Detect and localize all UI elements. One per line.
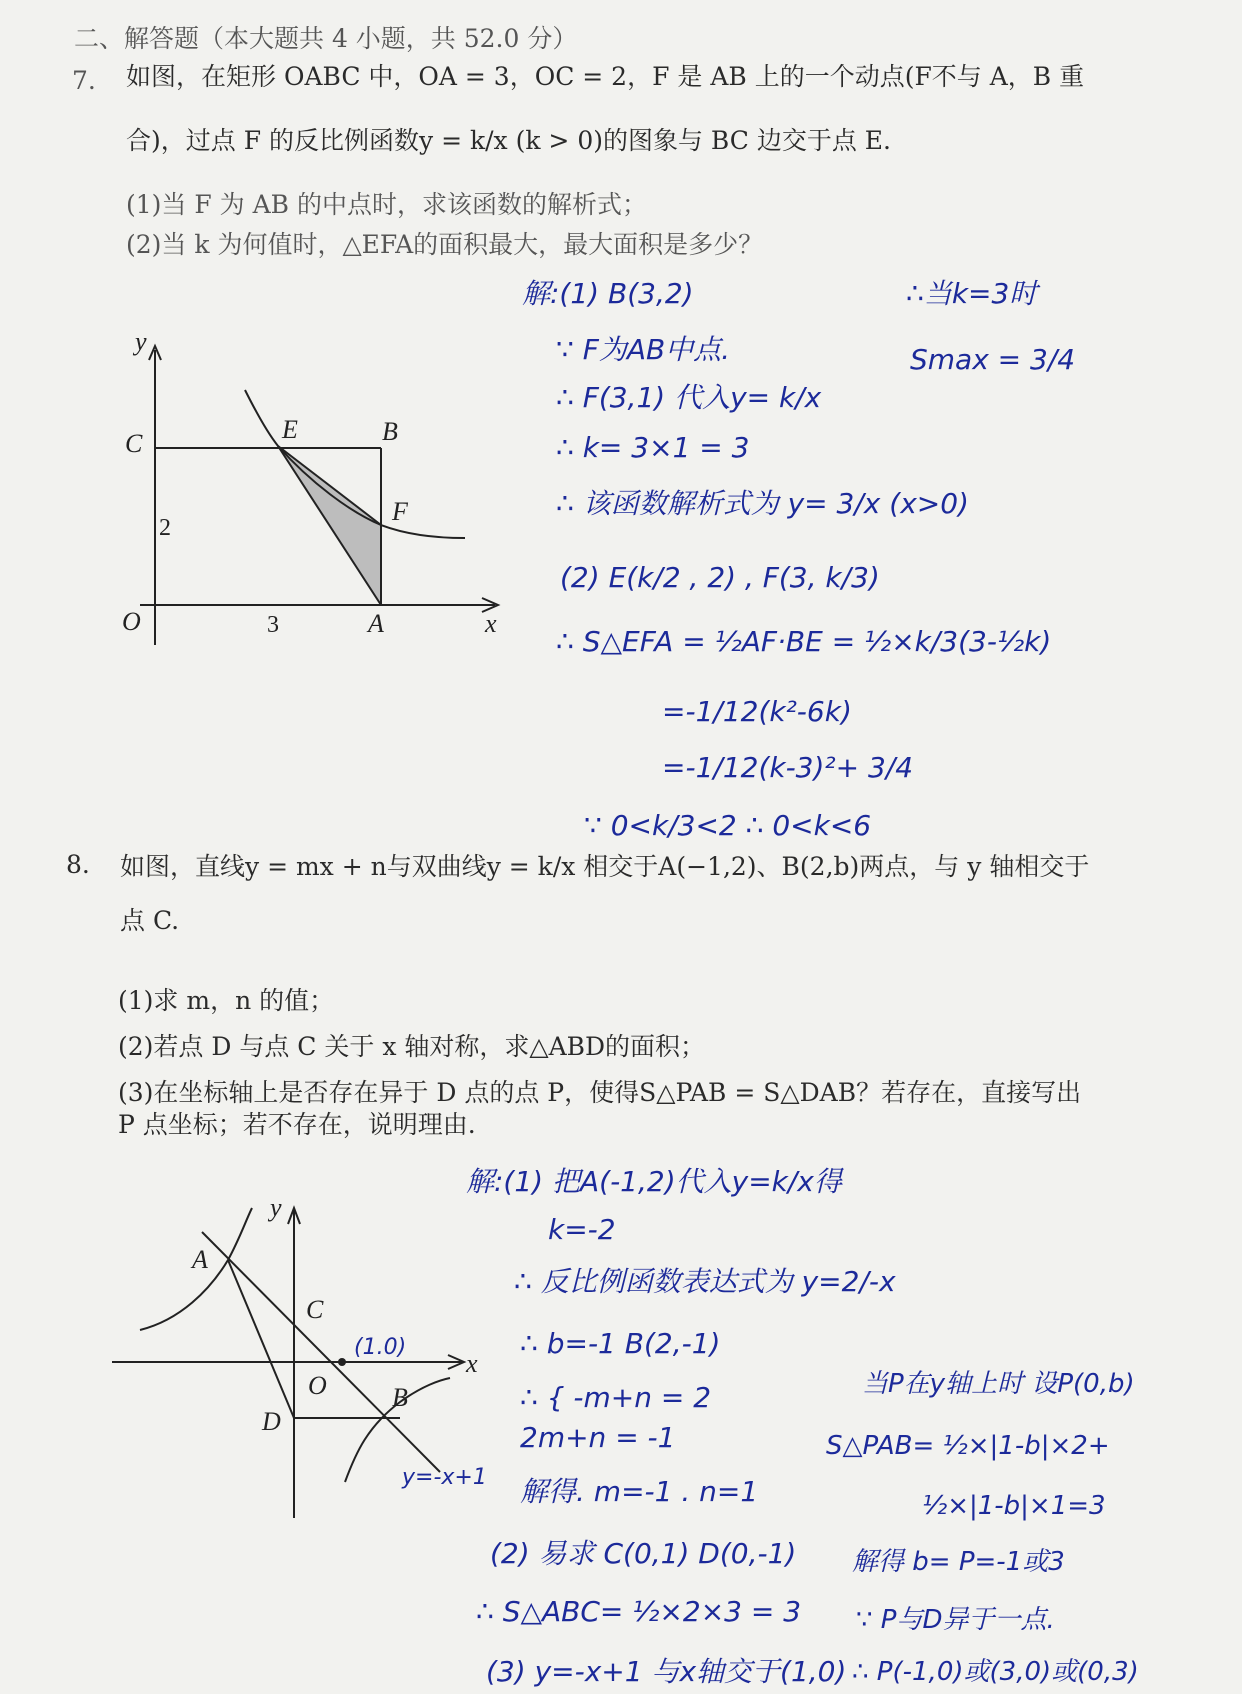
q7-answer-line: (2) E(k/2 , 2) , F(3, k/3)	[560, 561, 880, 594]
label-y: y	[135, 327, 147, 356]
label-c: C	[125, 429, 143, 458]
label-d: D	[262, 1407, 281, 1436]
q7-answer-line: =-1/12(k-3)²+ 3/4	[662, 751, 914, 784]
q8-figure	[110, 1190, 500, 1530]
label-a: A	[192, 1245, 208, 1274]
q8-subquestion-2: (2)若点 D 与点 C 关于 x 轴对称，求△ABD的面积；	[118, 1032, 706, 1061]
q7-subquestion-2: (2)当 k 为何值时，△EFA的面积最大，最大面积是多少？	[126, 230, 764, 259]
q7-answer-line: ∴ 该函数解析式为 y= 3/x (x>0)	[556, 487, 969, 520]
q8-answer-line: 2m+n = -1	[520, 1421, 676, 1454]
q7-answer-line: ∵ F为AB中点.	[556, 333, 731, 366]
q8-answer-line: ∴ S△ABC= ½×2×3 = 3	[476, 1595, 802, 1628]
q8-answer-line: ∴ 反比例函数表达式为 y=2/-x	[514, 1265, 896, 1298]
label-x: x	[485, 609, 497, 638]
q8-subquestion-3: (3)在坐标轴上是否存在异于 D 点的点 P，使得S△PAB = S△DAB？若存在，直接写出	[118, 1078, 1082, 1107]
label-o: O	[122, 607, 141, 636]
q8-number: 8.	[66, 850, 90, 879]
q8-answer-right: ∵ P与D异于一点.	[856, 1605, 1055, 1635]
label-x: x	[466, 1349, 478, 1378]
q7-subquestion-1: (1)当 F 为 AB 的中点时，求该函数的解析式；	[126, 190, 647, 219]
q7-answer-line: 解:(1) B(3,2)	[522, 277, 694, 310]
q8-answer-right: 解得 b= P=-1或3	[852, 1547, 1065, 1577]
q7-answer-right: Smax = 3/4	[910, 343, 1076, 376]
q8-answer-line: (3) y=-x+1 与x轴交于(1,0)	[486, 1655, 847, 1688]
q8-answer-line: (2) 易求 C(0,1) D(0,-1)	[490, 1537, 797, 1570]
q7-answer-right: ∴当k=3时	[906, 277, 1038, 310]
q8-answer-right: S△PAB= ½×|1-b|×2+	[826, 1431, 1110, 1461]
q8-answer-right: ∴ P(-1,0)或(3,0)或(0,3)	[852, 1657, 1139, 1687]
label-b: B	[392, 1383, 408, 1412]
q8-answer-line: 解得. m=-1 . n=1	[520, 1475, 759, 1508]
label-line-equation: y=-x+1	[402, 1465, 487, 1490]
q8-answer-right: 当P在y轴上时 设P(0,b)	[862, 1369, 1135, 1399]
q8-answer-line: 解:(1) 把A(-1,2)代入y=k/x得	[466, 1165, 842, 1198]
q8-text-line1: 如图，直线y = mx + n与双曲线y = k/x 相交于A(−1,2)、B(2,b)两点，与 y 轴相交于	[120, 852, 1090, 881]
q7-answer-line: ∴ k= 3×1 = 3	[556, 431, 750, 464]
label-f: F	[392, 497, 408, 526]
label-b: B	[382, 417, 398, 446]
q8-subquestion-1: (1)求 m，n 的值；	[118, 986, 335, 1015]
label-c: C	[306, 1295, 324, 1324]
q7-answer-line: ∴ S△EFA = ½AF·BE = ½×k/3(3-½k)	[556, 625, 1052, 658]
section-header: 二、解答题（本大题共 4 小题，共 52.0 分）	[74, 24, 578, 53]
point-1-0	[338, 1358, 346, 1366]
label-side-2: 2	[159, 515, 171, 541]
q7-number: 7.	[72, 66, 96, 95]
q8-answer-line: ∴ b=-1 B(2,-1)	[520, 1327, 721, 1360]
q7-answer-line: ∵ 0<k/3<2 ∴ 0<k<6	[584, 809, 872, 842]
label-y: y	[270, 1193, 282, 1222]
q8-subquestion-3-cont: P 点坐标；若不存在，说明理由.	[118, 1110, 476, 1139]
q7-answer-line: ∴ F(3,1) 代入y= k/x	[556, 381, 822, 414]
q7-answer-line: =-1/12(k²-6k)	[662, 695, 852, 728]
q8-answer-line: k=-2	[548, 1213, 616, 1246]
q8-answer-line: ∴ { -m+n = 2	[520, 1381, 712, 1414]
q8-text-line2: 点 C.	[120, 906, 180, 935]
label-e: E	[282, 415, 298, 444]
label-o: O	[308, 1371, 327, 1400]
q7-text-line2: 合)，过点 F 的反比例函数y = k/x (k > 0)的图象与 BC 边交于点 E.	[126, 126, 891, 155]
q7-figure	[110, 327, 510, 650]
q7-text-line1: 如图，在矩形 OABC 中，OA = 3，OC = 2，F 是 AB 上的一个动点(F不与 A，B 重	[126, 62, 1085, 91]
label-side-3: 3	[267, 612, 279, 638]
q8-answer-right: ½×|1-b|×1=3	[922, 1491, 1106, 1521]
label-a: A	[368, 609, 384, 638]
segment-ad	[228, 1260, 294, 1418]
label-point-1-0: (1.0)	[354, 1335, 407, 1360]
